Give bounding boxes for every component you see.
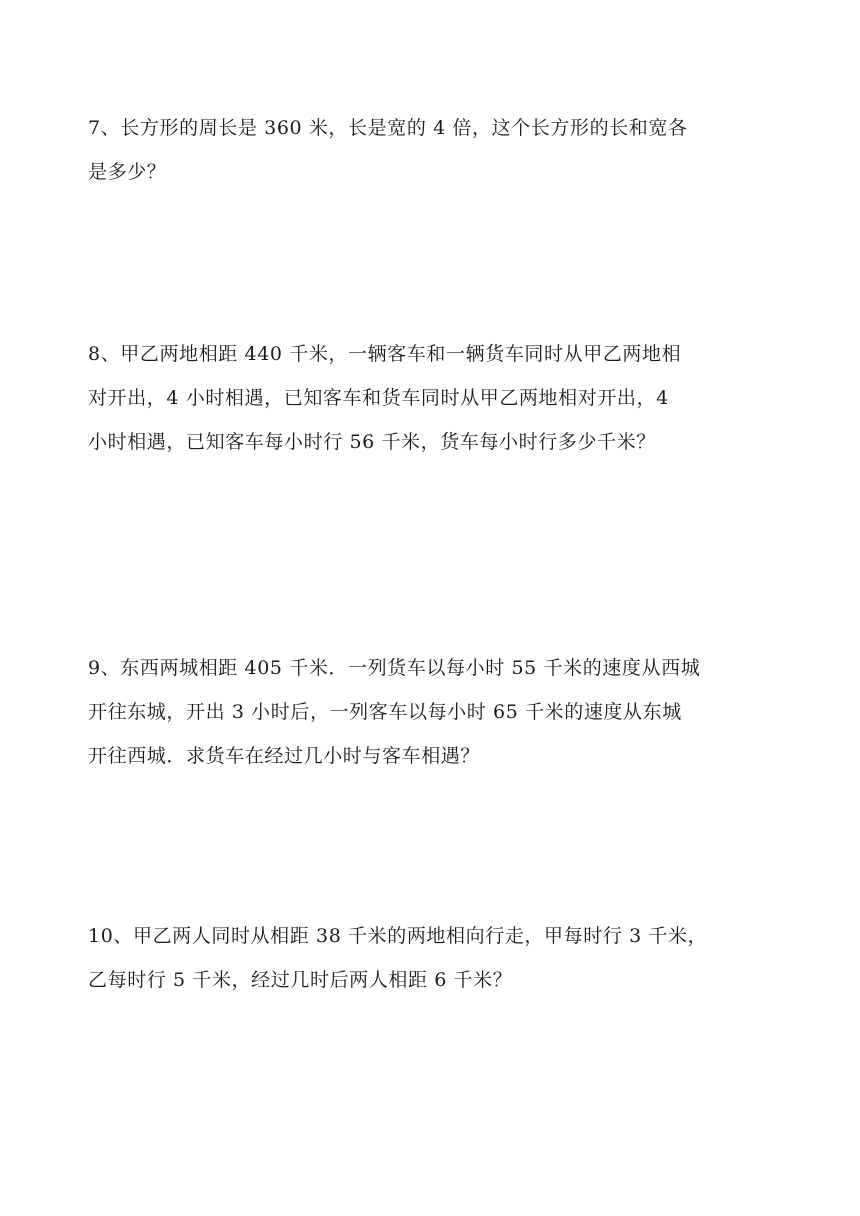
problem-8 bbox=[88, 332, 738, 464]
problem-10-line-2: 乙每时行 5 千米，经过几时后两人相距 6 千米？ bbox=[88, 969, 513, 991]
problem-9-line-2: 开往东城，开出 3 小时后，一列客车以每小时 65 千米的速度从东城 bbox=[88, 701, 682, 723]
problem-8-line-3: 小时相遇，已知客车每小时行 56 千米，货车每小时行多少千米？ bbox=[88, 431, 656, 453]
problem-8-line-2: 对开出，4 小时相遇，已知客车和货车同时从甲乙两地相对开出，4 bbox=[88, 387, 669, 409]
problem-9-line-1: 9、东西两城相距 405 千米．一列货车以每小时 55 千米的速度从西城 bbox=[88, 657, 701, 679]
problem-9 bbox=[88, 646, 738, 778]
problem-8-line-1: 8、甲乙两地相距 440 千米，一辆客车和一辆货车同时从甲乙两地相 bbox=[88, 343, 682, 365]
problem-7 bbox=[88, 106, 738, 194]
problem-7-line-1: 7、长方形的周长是 360 米，长是宽的 4 倍，这个长方形的长和宽各 bbox=[88, 117, 688, 139]
problem-10 bbox=[88, 914, 738, 1002]
problem-9-line-3: 开往西城．求货车在经过几小时与客车相遇？ bbox=[88, 745, 481, 767]
problem-10-line-1: 10、甲乙两人同时从相距 38 千米的两地相向行走，甲每时行 3 千米， bbox=[88, 925, 708, 947]
problem-7-line-2: 是多少？ bbox=[88, 161, 167, 183]
